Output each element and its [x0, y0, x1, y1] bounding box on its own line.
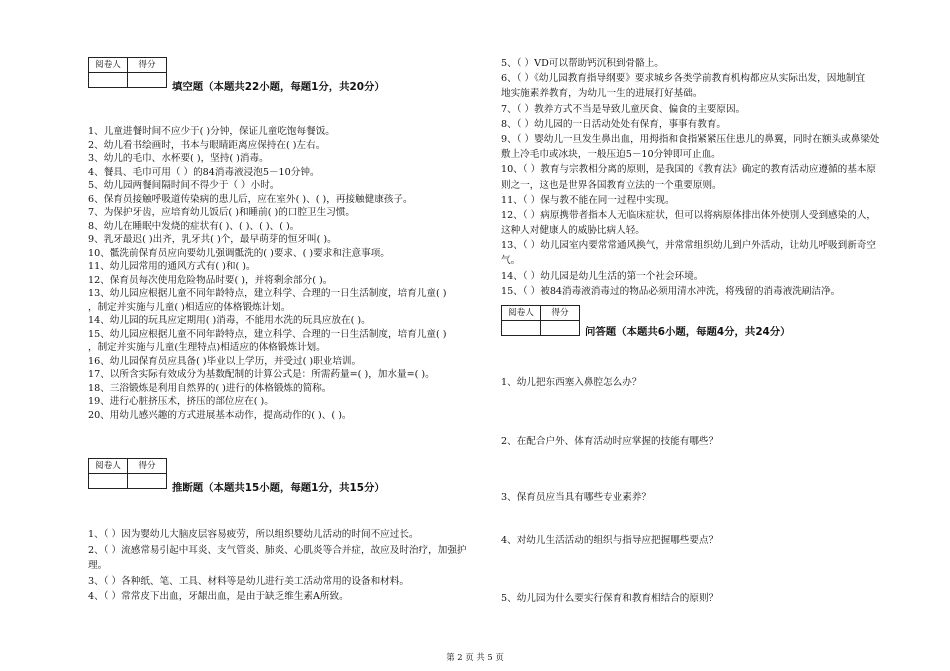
reviewer-label: 阅卷人 [89, 459, 128, 474]
judge-question-line: 11、（ ）保与教不能在同一过程中实现。 [501, 194, 675, 206]
score-cell [541, 321, 580, 336]
judge-question-line: 4、（ ）常常皮下出血，牙龈出血，是由于缺乏维生素A所致。 [88, 591, 349, 602]
judge-section-title: 推断题（本题共15小题，每题1分，共15分） [172, 482, 385, 494]
score-box-qa [501, 305, 580, 336]
fill-question-line: 17、以所含实际有效成分为基数配制的计算公式是：所需药量=( )，加水量=( )。 [88, 369, 435, 380]
qa-question: 5、幼儿园为什么要实行保育和教育相结合的原则？ [501, 593, 719, 604]
qa-question: 4、对幼儿生活活动的组织与指导应把握哪些要点？ [501, 535, 719, 546]
judge-question-line: 10、（ ）教育与宗教相分离的原则，是我国的《教育法》确定的教育活动应遵循的基本原 [501, 164, 877, 176]
fill-section-title: 填空题（本题共22小题，每题1分，共20分） [172, 81, 385, 93]
fill-question-line: 5、幼儿园两餐间隔时间不得少于（ ）小时。 [88, 180, 280, 191]
score-box-judge [88, 458, 167, 489]
judge-question-line: 2、（ ）流感常易引起中耳炎、支气管炎、肺炎、心肌炎等合并症，故应及时治疗，加强护 [88, 544, 467, 556]
judge-question-line: 8、（ ）幼儿园的一日活动处处有保育，事事有教育。 [501, 118, 727, 130]
judge-questions-continued [501, 56, 880, 299]
score-label: 得分 [128, 459, 167, 474]
judge-questions [88, 527, 467, 605]
judge-question-line: 12、（ ）病原携带者指本人无临床症状，但可以将病原体排出体外使別人受到感染的人， [501, 209, 877, 221]
fill-question-line: 6、保育员接触呼吸道传染病的患儿后，应在室外( )、( )，再接触健康孩子。 [88, 193, 413, 205]
fill-question-line: 9、乳牙最迟( )出齐，乳牙共( )个，最早萌芽的恒牙叫( )。 [88, 234, 337, 245]
judge-question-line: 5、（ ）VD可以帮助钙沉积到骨骼上。 [501, 58, 664, 69]
fill-question-line: 20、用幼儿感兴趣的方式进展基本动作，提高动作的( )、( )。 [88, 409, 352, 421]
reviewer-cell [89, 73, 128, 88]
judge-question-line: 9、（ ）婴幼儿一旦发生鼻出血，用拇指和食指紧紧压住患儿的鼻翼，同时在额头或鼻梁处 [501, 133, 880, 145]
fill-question-line: 13、幼儿园应根据儿童不同年龄特点，建立科学、合理的一日生活制度，培育儿童( ) [88, 288, 447, 299]
fill-question-line: ，制定并实施与儿童( )相适应的体格锻炼计划。 [88, 301, 291, 313]
judge-question-line: 理。 [88, 560, 108, 571]
fill-question-line: 16、幼儿园保育员应具备( )毕业以上学历，并受过( )职业培训。 [88, 355, 362, 367]
judge-question-line: 则之一，这也是世界各国教育立法的一个重要原则。 [501, 179, 722, 191]
fill-question-line: 19、进行心脏挤压术，挤压的部位应在( )。 [88, 396, 274, 407]
reviewer-cell [502, 321, 541, 336]
fill-question-line: 10、骶洗前保育员应向要幼儿强调骶洗的( )要求、( )要求和注意事项。 [88, 247, 390, 259]
judge-question-line: 气。 [501, 255, 521, 267]
fill-question-line: ，制定并实施与儿童(生理特点)相适应的体格锻炼计划。 [88, 342, 326, 353]
score-label: 得分 [128, 58, 167, 73]
judge-question-line: 3、（ ）各种纸、笔、工具、材料等是幼儿进行美工活动常用的设备和材料。 [88, 575, 409, 587]
page-footer: 第 2 页 共 5 页 [446, 652, 504, 662]
judge-question-line: 7、（ ）教养方式不当是导致儿童厌食、偏食的主要原因。 [501, 103, 746, 115]
qa-question: 3、保育员应当具有哪些专业素养？ [501, 492, 652, 503]
score-cell [128, 73, 167, 88]
judge-question-line: 14、（ ）幼儿园是幼儿生活的第一个社会环境。 [501, 270, 704, 282]
score-cell [128, 474, 167, 489]
judge-question-line: 1、（ ）因为婴幼儿大脑皮层容易疲劳，所以组织婴幼儿活动的时间不应过长。 [88, 529, 419, 540]
fill-question-line: 12、保育员每次使用危险物品时要( )，并将剩余部分( )。 [88, 274, 333, 286]
qa-section-title: 问答题（本题共6小题，每题4分，共24分） [585, 326, 791, 338]
judge-question-line: 敷上冷毛巾或冰块，一般压迫5－10分钟即可止血。 [501, 149, 721, 161]
judge-question-line: 13、（ ）幼儿园室内要常常通风换气，并常常组织幼儿到户外活动，让幼儿呼吸到新奇空 [501, 240, 877, 252]
judge-question-line: 地实施素养教育，为幼儿一生的进展打好基础。 [501, 88, 703, 100]
score-label: 得分 [541, 306, 580, 321]
judge-question-line: 6、（ ）《幼儿园教育指导纲要》要求城乡各类学前教育机构都应从实际出发，因地制宜 [501, 73, 866, 85]
fill-question-line: 14、幼儿园的玩具应定期用( )消毒，不能用水洗的玩具应放在( )。 [88, 315, 371, 326]
fill-question-line: 18、三浴锻炼是利用自然界的( )进行的体格锻炼的简称。 [88, 382, 332, 394]
judge-question-line: 这种人对健康人的威胁比病人轻。 [501, 225, 645, 237]
reviewer-label: 阅卷人 [502, 306, 541, 321]
fill-question-line: 1、儿童进餐时间不应少于( )分钟，保证儿童吃饱每餐饭。 [88, 126, 335, 137]
fill-question-line: 15、幼儿园应根据儿童不同年龄特点，建立科学、合理的一日生活制度，培育儿童( ) [88, 328, 447, 340]
fill-question-line: 3、幼儿的毛巾、水杯要( )，坚持( )消毒。 [88, 153, 269, 164]
qa-question: 1、幼儿把东西塞入鼻腔怎么办？ [501, 377, 642, 388]
reviewer-label: 阅卷人 [89, 58, 128, 73]
fill-question-line: 7、为保护牙齿，应培育幼儿饭后( )和睡前( )的口腔卫生习惯。 [88, 207, 356, 218]
fill-question-line: 8、幼儿在睡眠中发烧的症状有( )、( )、( )、( )。 [88, 220, 300, 232]
judge-question-line: 15、（ ）被84消毒液消毒过的物品必须用清水冲洗，将残留的消毒液洗刷洁净。 [501, 285, 841, 297]
fill-question-line: 4、餐具、毛巾可用（ ）的84消毒液浸泡5－10分钟。 [88, 166, 320, 178]
reviewer-cell [89, 474, 128, 489]
score-box-fill [88, 57, 167, 88]
fill-question-line: 2、幼儿看书绘画时，书本与眼睛距离应保持在( )左右。 [88, 139, 326, 151]
fill-questions [88, 125, 447, 422]
fill-question-line: 11、幼儿园常用的通风方式有( )和( )。 [88, 261, 256, 272]
qa-question: 2、在配合户外、体育活动时应掌握的技能有哪些？ [501, 436, 719, 447]
